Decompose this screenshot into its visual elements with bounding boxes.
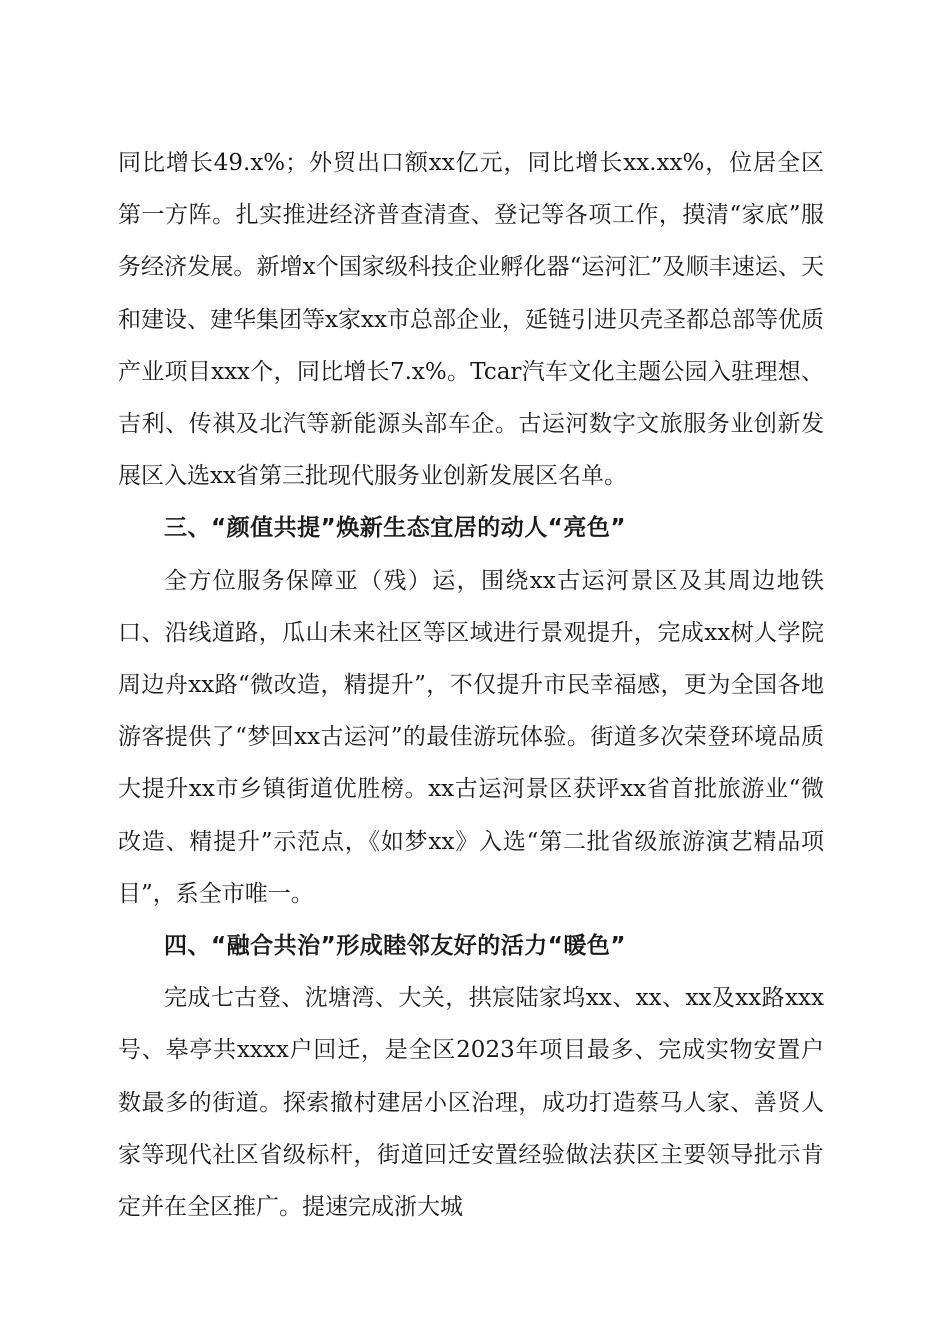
body-paragraph-governance: 完成七古登、沈塘湾、大关，拱宸陆家坞xx、xx、xx及xx路xxx号、皋亭共xxxx户回迁，是全区2023年项目最多、完成实物安置户数最多的街道。探索撤村建居小区治理，成功打造蔡马人家、善贤人家等现代社区省级标杆，街道回迁安置经验做法获区主要领导批示肯定并在全区推广。提速完成浙大城 bbox=[118, 985, 824, 1221]
body-paragraph-ecology: 全方位服务保障亚（残）运，围绕xx古运河景区及其周边地铁口、沿线道路，瓜山未来社区等区域进行景观提升，完成xx树人学院周边舟xx路“微改造，精提升”，不仅提升市民幸福感，更为全国各地游客提供了“梦回xx古运河”的最佳游玩体验。街道多次荣登环境品质大提升xx市乡镇街道优胜榜。xx古运河景区获评xx省首批旅游业“微改造、精提升”示范点，《如梦xx》入选“第二批省级旅游演艺精品项目”，系全市唯一。 bbox=[118, 567, 824, 907]
body-paragraph-economy: 同比增长49.x%；外贸出口额xx亿元，同比增长xx.xx%，位居全区第一方阵。扎实推进经济普查清查、登记等各项工作，摸清“家底”服务经济发展。新增x个国家级科技企业孵化器“运河汇”及顺丰速运、天和建设、建华集团等x家xx市总部企业，延链引进贝壳圣都总部等优质产业项目xxx个，同比增长7.x%。Tcar汽车文化主题公园入驻理想、吉利、传祺及北汽等新能源头部车企。古运河数字文旅服务业创新发展区入选xx省第三批现代服务业创新发展区名单。 bbox=[118, 150, 824, 490]
section-heading-four: 四、“融合共治”形成睦邻友好的活力“暖色” bbox=[164, 933, 626, 960]
section-heading-three: 三、“颜值共提”焕新生态宜居的动人“亮色” bbox=[164, 515, 626, 542]
document-body bbox=[118, 137, 824, 1233]
